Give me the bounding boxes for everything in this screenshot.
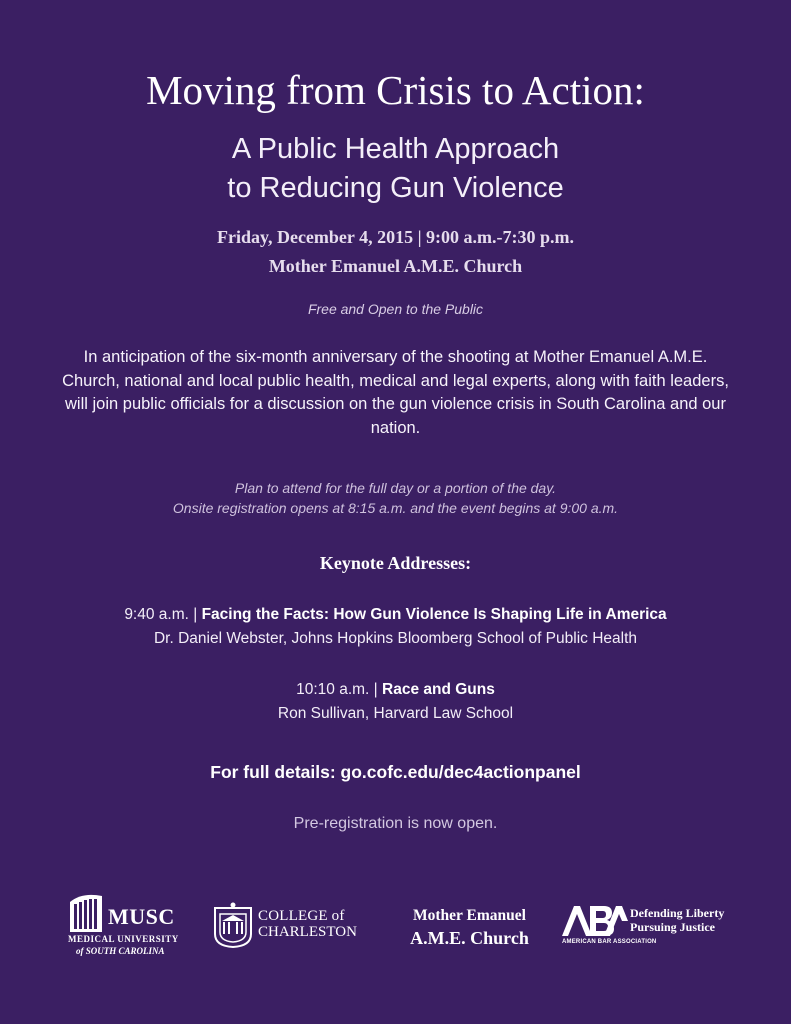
aba-emblem-icon — [560, 902, 628, 938]
keynote-1-speaker: Dr. Daniel Webster, Johns Hopkins Bloomberg School of Public Health — [153, 630, 638, 647]
college-name-line-2: CHARLESTON — [258, 924, 357, 940]
plan-line-1: Plan to attend for the full day or a portion of the day. — [234, 480, 557, 496]
college-of-charleston-logo — [212, 902, 382, 952]
event-subtitle — [0, 130, 791, 208]
keynote-1-talk: Facing the Facts: How Gun Violence Is Shaping Life in America — [201, 606, 667, 623]
musc-logo — [68, 884, 198, 964]
mother-emanuel-logo — [392, 906, 547, 950]
keynote-2-title-line — [0, 678, 791, 702]
keynote-2-speaker: Ron Sullivan, Harvard Law School — [277, 705, 514, 722]
musc-subtitle-2: of SOUTH CAROLINA — [76, 946, 165, 956]
plan-line-2: Onsite registration opens at 8:15 a.m. and the event begins at 9:00 a.m. — [172, 500, 619, 516]
aba-logo — [560, 902, 735, 952]
college-seal-icon — [212, 902, 254, 948]
event-venue: Mother Emanuel A.M.E. Church — [268, 256, 523, 276]
admission-note: Free and Open to the Public — [307, 301, 484, 317]
subtitle-line-1: A Public Health Approach — [231, 133, 560, 165]
keynote-2-talk: Race and Guns — [382, 681, 495, 698]
event-date: Friday, December 4, 2015 | 9:00 a.m.-7:30 p.m. — [216, 227, 575, 247]
preregistration-note: Pre-registration is now open. — [293, 815, 498, 832]
details-link[interactable]: For full details: go.cofc.edu/dec4actionpanel — [210, 762, 581, 782]
musc-building-icon — [68, 892, 106, 932]
keynote-1-title-line — [0, 603, 791, 627]
musc-subtitle-1: MEDICAL UNIVERSITY — [68, 934, 179, 944]
event-title: Moving from Crisis to Action: — [146, 67, 645, 113]
keynote-2 — [0, 678, 791, 726]
aba-motto-2: Pursuing Justice — [630, 920, 716, 934]
intro-paragraph: In anticipation of the six-month anniversary of the shooting at Mother Emanuel A.M.E. Church, national and local public health, medical and legal experts, along with faith leaders, will join public officials for a discussion on the gun violence crisis in South Carolina and our nation. — [62, 348, 729, 437]
keynote-heading: Keynote Addresses: — [319, 553, 472, 573]
musc-name: MUSC — [108, 904, 175, 929]
aba-name: AMERICAN BAR ASSOCIATION — [562, 939, 657, 945]
college-name-line-1: COLLEGE of — [258, 908, 345, 924]
keynote-2-time: 10:10 a.m. | — [296, 681, 383, 698]
keynote-1-time: 9:40 a.m. | — [124, 606, 202, 623]
subtitle-line-2: to Reducing Gun Violence — [227, 172, 564, 204]
aba-motto-1: Defending Liberty — [630, 906, 725, 920]
plan-note — [0, 478, 791, 518]
mother-emanuel-line-2: A.M.E. Church — [410, 928, 529, 948]
mother-emanuel-line-1: Mother Emanuel — [413, 907, 526, 924]
keynote-1 — [0, 603, 791, 651]
